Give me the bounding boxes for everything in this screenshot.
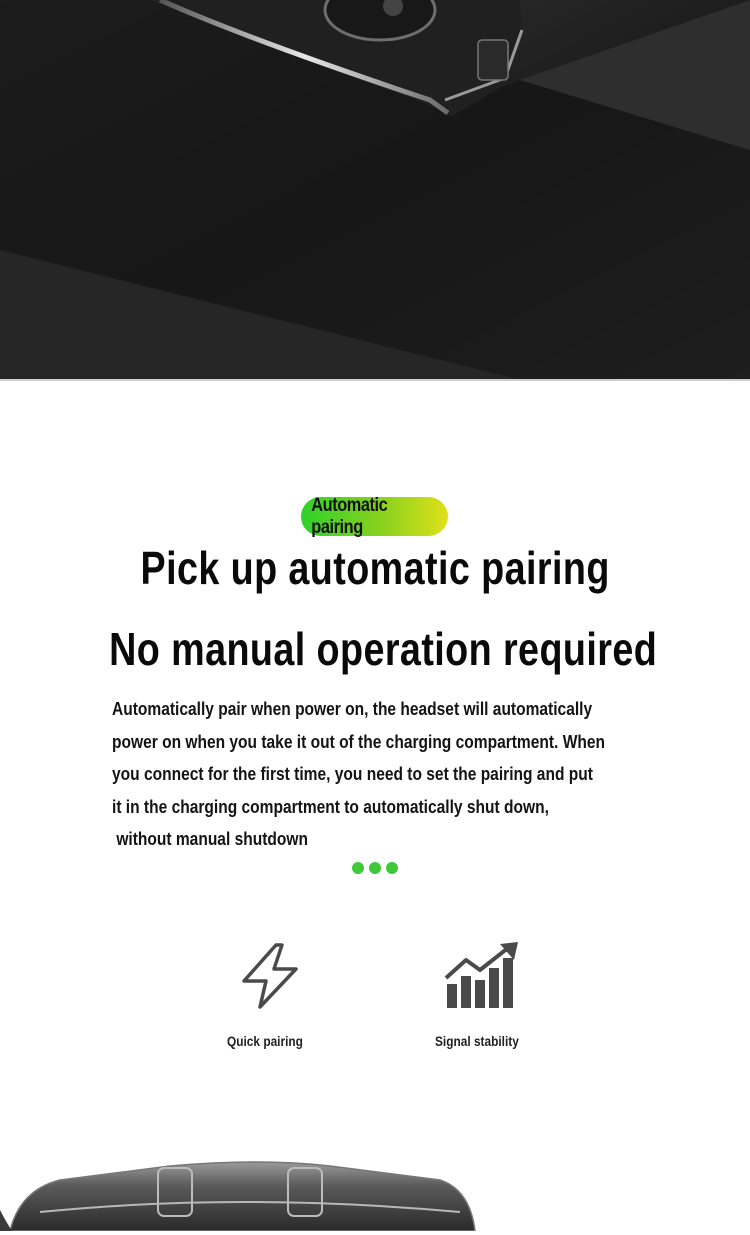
description-line: without manual shutdown <box>112 828 308 850</box>
feature-label-quick-pairing <box>227 1034 313 1049</box>
headline-secondary <box>8 622 750 676</box>
charging-case-photo <box>0 1150 750 1235</box>
feature-label-signal-stability <box>435 1034 530 1049</box>
decorative-dots <box>352 862 398 874</box>
description-line: power on when you take it out of the charging compartment. When <box>112 730 605 752</box>
dot-3 <box>386 862 398 874</box>
headline-secondary-text: No manual operation required <box>108 623 658 675</box>
description-line: Automatically pair when power on, the headset will automatically <box>112 698 593 719</box>
product-photo-illustration <box>0 0 750 380</box>
lightning-bolt-icon <box>238 943 302 1013</box>
headline-primary <box>0 541 750 595</box>
hero-product-photo <box>0 0 750 380</box>
dot-1 <box>352 862 364 874</box>
dot-2 <box>369 862 381 874</box>
signal-bars-icon <box>444 942 520 1014</box>
headline-primary-text: Pick up automatic pairing <box>140 542 610 594</box>
feature-badge <box>301 494 448 538</box>
description-line: you connect for the first time, you need to set the pairing and put <box>112 763 593 785</box>
section-divider <box>0 379 750 381</box>
description-line: it in the charging compartment to automatically shut down, <box>112 795 549 817</box>
feature-label-text: Quick pairing <box>227 1034 303 1049</box>
badge-label: Automatic pairing <box>311 494 388 538</box>
feature-label-text: Signal stability <box>435 1034 519 1049</box>
description-paragraph <box>112 693 652 856</box>
